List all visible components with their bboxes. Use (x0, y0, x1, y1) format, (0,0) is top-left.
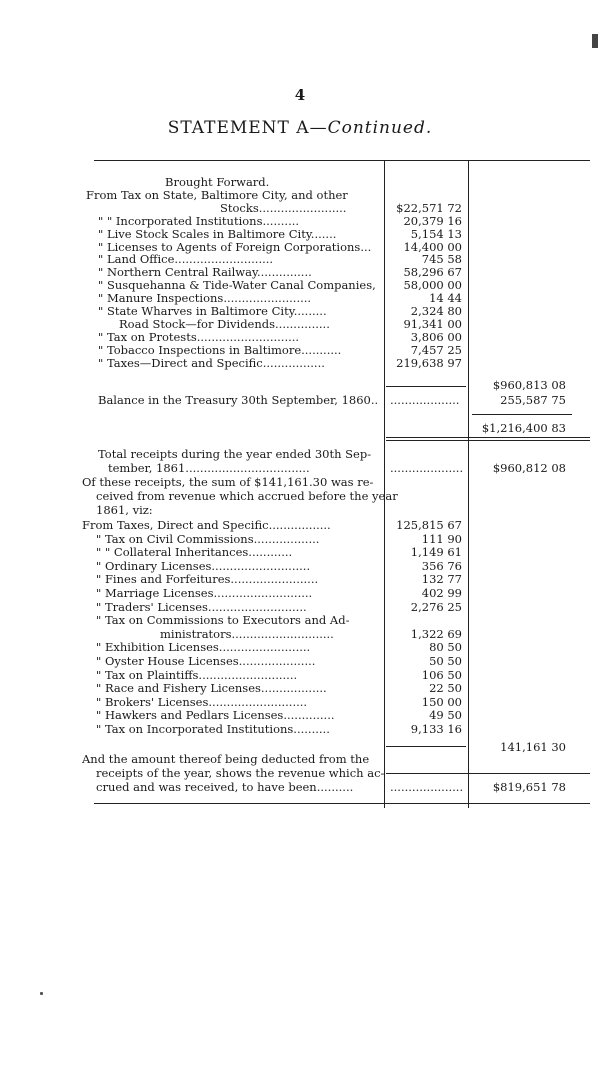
row-description: " Tax on Incorporated Institutions.......... (96, 722, 330, 736)
final-line (0, 766, 600, 780)
subtotal-row (0, 378, 600, 392)
row-amount: $22,571 72 (396, 200, 462, 215)
row-description: " Northern Central Railway............... (98, 265, 312, 280)
balance-rule (472, 414, 572, 415)
row-amount: 14,400 00 (403, 239, 462, 254)
row-description: " Land Office........................... (98, 252, 274, 267)
page-title (0, 118, 600, 138)
row-amount: 22 50 (429, 681, 462, 696)
row-amount: 58,000 00 (403, 278, 462, 293)
total-receipts-row-2 (0, 461, 600, 475)
intro-line (0, 489, 600, 503)
row-description: " Race and Fishery Licenses.................. (96, 681, 327, 696)
grand-total-row (0, 421, 600, 435)
table-row (0, 291, 600, 305)
row-description: ministrators............................ (160, 626, 334, 641)
table-row (0, 518, 600, 532)
table-row (0, 613, 600, 627)
table-row (0, 188, 600, 202)
table-row (0, 240, 600, 254)
row-description: " Exhibition Licenses......................... (96, 640, 311, 655)
balance-amount: 255,587 75 (500, 393, 566, 407)
grand-total-amount: $1,216,400 83 (481, 421, 566, 435)
row-description: " Susquehanna & Tide-Water Canal Companies, (98, 278, 376, 293)
row-description: " Hawkers and Pedlars Licenses.............. (96, 708, 335, 723)
row-description: Stocks........................ (220, 200, 347, 215)
title-continued: Continued. (327, 118, 433, 138)
table-row (0, 304, 600, 318)
table-row (0, 265, 600, 279)
row-description: " Tax on Civil Commissions.................. (96, 531, 320, 546)
table-row (0, 545, 600, 559)
row-amount: 80 50 (429, 640, 462, 655)
balance-row (0, 393, 600, 407)
row-amount: 14 44 (429, 291, 462, 306)
row-amount: 20,379 16 (403, 213, 462, 228)
table-row (0, 214, 600, 228)
row-amount: 402 99 (421, 586, 462, 600)
row-amount: 150 00 (421, 694, 462, 709)
table-row (0, 175, 600, 189)
page-number: 4 (294, 86, 306, 104)
subtotal-amount: $960,813 08 (492, 378, 566, 392)
row-amount: 9,133 16 (410, 722, 462, 736)
table-row (0, 668, 600, 682)
deducted-amount: 141,161 30 (500, 740, 566, 754)
row-amount: 2,276 25 (410, 599, 462, 614)
total-receipts-line2: tember, 1861.................................. (108, 461, 310, 475)
row-description: " State Wharves in Baltimore City......... (98, 304, 327, 318)
row-description: " Tobacco Inspections in Baltimore........... (98, 342, 342, 357)
balance-label: Balance in the Treasury 30th September, 1860.. (98, 393, 379, 407)
table-row (0, 343, 600, 357)
row-description: " Tax on Protests............................ (98, 329, 300, 344)
table-row (0, 586, 600, 600)
row-description: " Oyster House Licenses..................... (96, 654, 316, 668)
table-row (0, 722, 600, 736)
row-amount: 1,322 69 (410, 626, 462, 641)
table-row (0, 227, 600, 241)
row-amount: 5,154 13 (410, 226, 462, 241)
row-description: " " Collateral Inheritances............ (96, 545, 293, 560)
row-amount: 1,149 61 (410, 545, 462, 560)
row-amount: 49 50 (429, 708, 462, 723)
total-receipts-line1: Total receipts during the year ended 30th Sep- (98, 447, 372, 461)
row-description: " Live Stock Scales in Baltimore City....... (98, 226, 337, 241)
row-description: " Traders' Licenses........................... (96, 599, 307, 614)
table-row (0, 532, 600, 546)
row-description: " Tax on Commissions to Executors and Ad- (96, 613, 350, 628)
table-row (0, 278, 600, 292)
table-row (0, 600, 600, 614)
title-main: STATEMENT A— (167, 118, 328, 138)
total-receipts-dots: .................... (390, 461, 464, 475)
row-description: From Tax on State, Baltimore City, and other (86, 187, 348, 202)
row-amount: 106 50 (421, 667, 462, 682)
row-description: " Manure Inspections........................ (98, 291, 312, 306)
row-description: " Licenses to Agents of Foreign Corporations... (98, 239, 372, 254)
row-description: " Tax on Plaintiffs........................... (96, 667, 298, 682)
row-description: From Taxes, Direct and Specific................. (82, 518, 331, 532)
table-row (0, 654, 600, 668)
table-top-rule (94, 160, 590, 161)
row-amount: 125,815 67 (396, 518, 462, 532)
row-amount: 356 76 (421, 558, 462, 573)
row-description: " Brokers' Licenses........................... (96, 694, 308, 709)
intro-text: ceived from revenue which accrued before the year (96, 489, 398, 503)
row-amount: 111 90 (421, 531, 462, 546)
intro-text: Of these receipts, the sum of $141,161.30 was re- (82, 475, 374, 489)
intro-line (0, 503, 600, 517)
table-row (0, 572, 600, 586)
table-row (0, 695, 600, 709)
row-description: " " Incorporated Institutions.......... (98, 213, 300, 228)
row-amount: 2,324 80 (410, 304, 462, 318)
intro-text: 1861, viz: (96, 503, 153, 517)
page-edge-mark (592, 34, 598, 48)
table-row (0, 681, 600, 695)
table-row (0, 559, 600, 573)
row-description: " Marriage Licenses........................... (96, 586, 313, 600)
row-description: " Fines and Forfeitures........................ (96, 572, 319, 587)
row-amount: 50 50 (429, 654, 462, 668)
row-description: Road Stock—for Dividends............... (119, 316, 330, 331)
row-amount: 91,341 00 (403, 316, 462, 331)
table-row (0, 201, 600, 215)
final-dots: .................... (390, 780, 464, 794)
total-receipts-amount: $960,812 08 (492, 461, 566, 475)
row-amount: 7,457 25 (410, 342, 462, 357)
row-amount: 132 77 (421, 572, 462, 587)
table-row (0, 252, 600, 266)
final-amount: $819,651 78 (492, 780, 566, 794)
table-row (0, 640, 600, 654)
table-row (0, 708, 600, 722)
page-speck (40, 992, 43, 995)
table-row (0, 330, 600, 344)
final-row (0, 780, 600, 794)
table-row (0, 627, 600, 641)
row-description: " Taxes—Direct and Specific................. (98, 355, 325, 370)
final-line (0, 752, 600, 766)
intro-line (0, 475, 600, 489)
total-receipts-row (0, 447, 600, 461)
row-amount: 3,806 00 (410, 329, 462, 344)
final-text: receipts of the year, shows the revenue which ac- (96, 766, 385, 780)
row-description: " Ordinary Licenses........................... (96, 558, 311, 573)
final-text: And the amount thereof being deducted from the (82, 752, 370, 766)
row-amount: 58,296 67 (403, 265, 462, 280)
row-amount: 219,638 97 (396, 355, 462, 370)
grand-total-rule-bottom (386, 440, 590, 441)
table-row (0, 317, 600, 331)
final-text: crued and was received, to have been.......... (96, 780, 354, 794)
grand-total-rule-top (386, 437, 590, 438)
row-amount: 745 58 (421, 252, 462, 267)
row-description: Brought Forward. (165, 175, 270, 189)
balance-dots: ................... (390, 393, 460, 407)
table-bottom-rule (94, 803, 590, 804)
table-row (0, 356, 600, 370)
